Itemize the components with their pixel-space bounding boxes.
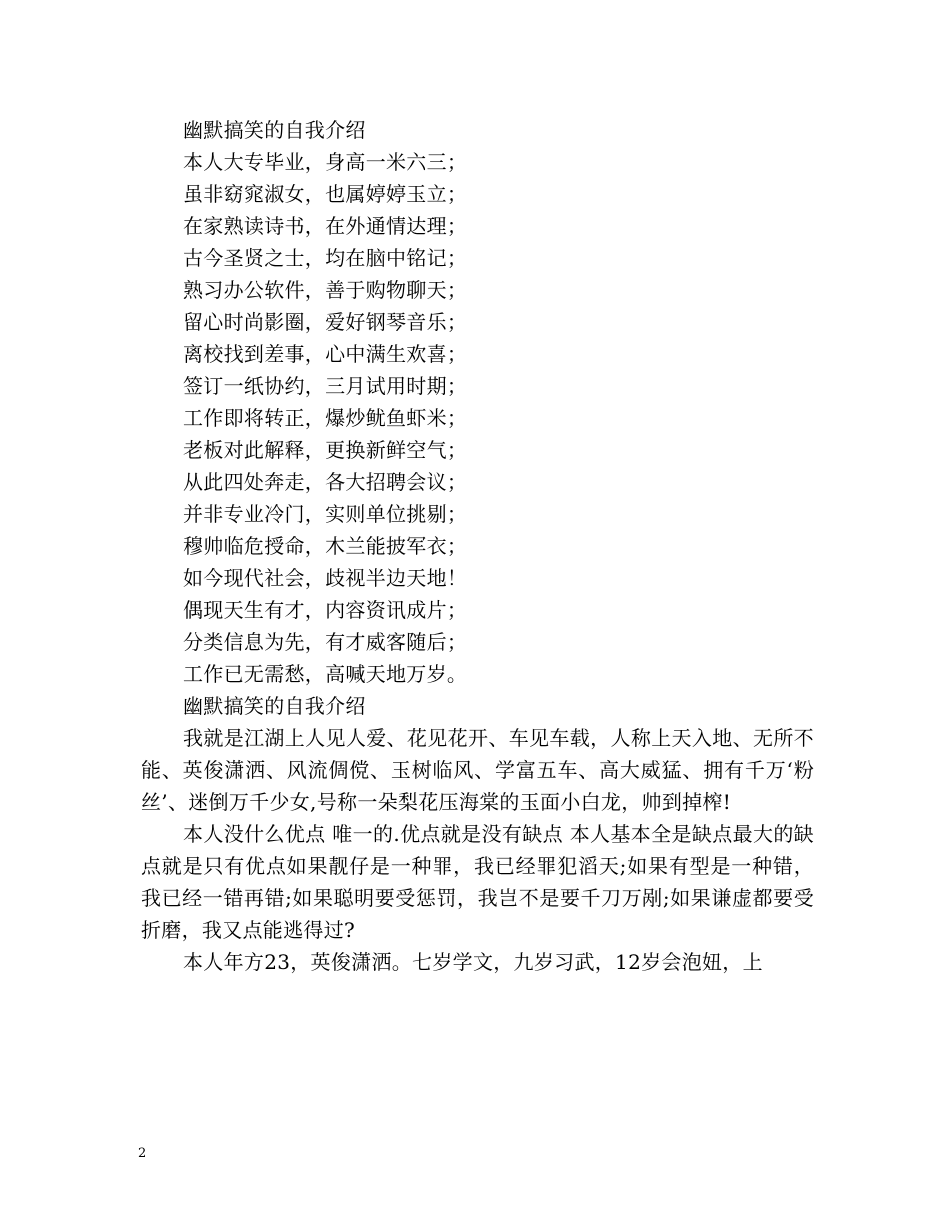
poem-line: 离校找到差事，心中满生欢喜； [183,342,468,366]
body-paragraph: 我就是江湖上人见人爱、花见花开、车见车载，人称上天入地、无所不能、英俊潇洒、风流倜傥、玉树临风、学富五车、高大威猛、拥有千万‘粉丝’、迷倒万千少女,号称一朵梨花压海棠的玉面小白龙，帅到掉榨! [141,726,814,814]
poem-line: 古今圣贤之士，均在脑中铭记； [183,246,468,270]
poem-line: 老板对此解释，更换新鲜空气； [183,438,468,462]
section-heading: 幽默搞笑的自我介绍 [183,118,366,142]
document-body [141,114,814,978]
body-paragraph: 本人没什么优点 唯一的.优点就是没有缺点 本人基本全是缺点最大的缺点就是只有优点如果靓仔是一种罪，我已经罪犯滔天;如果有型是一种错，我已经一错再错;如果聪明要受惩罚，我岂不是要千刀万剐;如果谦虚都要受折磨，我又点能逃得过? [141,822,814,942]
poem-line: 分类信息为先，有才威客随后； [183,630,468,654]
poem-line: 留心时尚影圈，爱好钢琴音乐； [183,310,468,334]
poem-line: 工作已无需愁，高喊天地万岁。 [183,662,468,686]
poem-line: 虽非窈窕淑女，也属婷婷玉立； [183,182,468,206]
poem-line: 偶现天生有才，内容资讯成片； [183,598,468,622]
poem-line: 从此四处奔走，各大招聘会议； [183,470,468,494]
poem-line: 工作即将转正，爆炒鱿鱼虾米； [183,406,468,430]
poem-line: 熟习办公软件，善于购物聊天； [183,278,468,302]
body-paragraph: 本人年方23，英俊潇洒。七岁学文，九岁习武，12岁会泡妞，上 [183,950,763,974]
page-number: 2 [138,1146,147,1161]
poem-line: 穆帅临危授命，木兰能披军衣； [183,534,468,558]
poem-line: 并非专业冷门，实则单位挑剔； [183,502,468,526]
poem-line: 如今现代社会，歧视半边天地！ [183,566,468,590]
poem-line: 本人大专毕业，身高一米六三； [183,150,468,174]
poem-block [141,146,814,690]
poem-line: 签订一纸协约，三月试用时期； [183,374,468,398]
section-heading: 幽默搞笑的自我介绍 [183,694,366,718]
poem-line: 在家熟读诗书，在外通情达理； [183,214,468,238]
